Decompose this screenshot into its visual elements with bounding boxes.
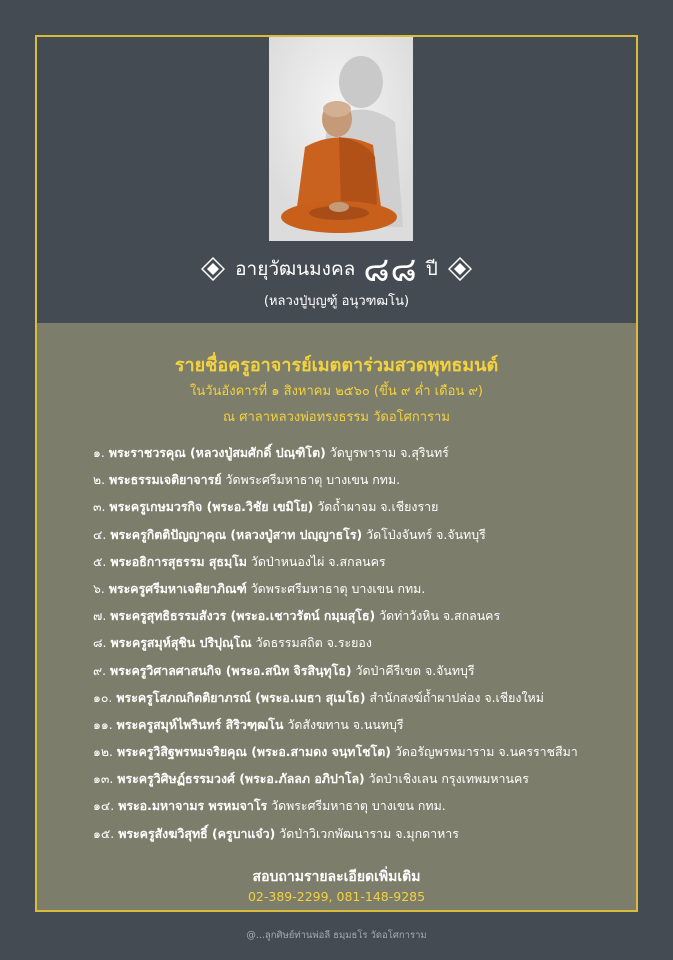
item-number: ๒. xyxy=(93,472,106,488)
diamond-ornament-icon xyxy=(448,257,472,281)
item-name: พระครูวิสิฐพรหมจริยคุณ (พระอ.สามดง จนฺทโชโต) xyxy=(116,744,391,760)
item-number: ๖. xyxy=(93,580,105,596)
item-number: ๑. xyxy=(93,445,105,460)
list-item xyxy=(93,521,633,548)
item-name: พระครูโสภณกิตติยาภรณ์ (พระอ.เมธา สุเมโธ) xyxy=(116,689,366,705)
monk-portrait-illustration xyxy=(269,37,413,241)
header-section xyxy=(37,37,636,323)
list-item xyxy=(93,684,633,711)
item-name: พระครูสมุห์สุชิน ปริปุณฺโณ xyxy=(110,635,252,651)
item-place: วัดธรรมสถิต จ.ระยอง xyxy=(255,635,372,651)
item-name: พระครูกิตติปัญญาคุณ (หลวงปู่สาท ปญฺญาธโร) xyxy=(110,526,363,542)
item-number: ๕. xyxy=(93,553,107,569)
item-number: ๙. xyxy=(93,662,107,678)
item-number: ๑๒. xyxy=(93,744,113,760)
list-item xyxy=(93,466,633,493)
item-number: ๑๐. xyxy=(93,689,113,705)
item-number: ๘. xyxy=(93,635,107,651)
list-item xyxy=(93,629,633,656)
list-title: รายชื่อครูอาจารย์เมตตาร่วมสวดพุทธมนต์ xyxy=(174,355,499,376)
item-name: พระครูสมุห์ไพรินทร์ สิริวฑฺฒโน xyxy=(116,716,284,732)
monk-list xyxy=(93,439,633,847)
monk-name-caption: (หลวงปู่บุญฑู้ อนุวฑฒโน) xyxy=(263,294,410,309)
list-item xyxy=(93,602,633,629)
list-item xyxy=(93,820,633,847)
item-place: วัดป่าคีรีเขต จ.จันทบุรี xyxy=(355,662,475,678)
item-place: วัดสังฆทาน จ.นนทบุรี xyxy=(287,716,404,732)
item-place: วัดพระศรีมหาธาตุ บางเขน กทม. xyxy=(250,580,426,596)
diamond-ornament-icon xyxy=(201,257,225,281)
item-number: ๗. xyxy=(93,608,107,624)
list-item xyxy=(93,575,633,602)
list-item xyxy=(93,657,633,684)
item-number: ๔. xyxy=(93,526,107,542)
list-section xyxy=(37,323,636,912)
item-name: พระครูสังฆวิสุทธิ์ (ครูบาแจ๋ว) xyxy=(118,825,276,841)
headline xyxy=(37,249,636,289)
monk-portrait-photo xyxy=(269,37,413,241)
item-number: ๓. xyxy=(93,499,106,515)
event-date: ในวันอังคารที่ ๑ สิงหาคม ๒๕๖๐ (ขึ้น ๙ ค่ำ เดือน ๙) xyxy=(190,384,483,399)
item-name: พระราชวรคุณ (หลวงปู่สมศักดิ์ ปณฺฑิโต) xyxy=(108,445,326,460)
list-item xyxy=(93,738,633,765)
item-number: ๑๕. xyxy=(93,825,115,841)
item-place: วัดท่าวังหิน จ.สกลนคร xyxy=(379,608,501,624)
event-place: ณ ศาลาหลวงพ่อทรงธรรม วัดอโศการาม xyxy=(223,410,450,425)
list-item xyxy=(93,493,633,520)
credit-caption: @...ลูกศิษย์ท่านพ่อลี ธมฺมธโร วัดอโศการาม xyxy=(246,930,427,941)
item-name: พระอ.มหาจามร พรหมจาโร xyxy=(118,798,268,814)
item-number: ๑๓. xyxy=(93,771,114,787)
item-place: วัดอรัญพรหมาราม จ.นครราชสีมา xyxy=(394,744,578,760)
item-name: พระครูศรีมหาเจติยาภิณฑ์ xyxy=(108,580,247,596)
item-name: พระครูเกษมวรกิจ (พระอ.วิชัย เขมิโย) xyxy=(109,499,314,515)
list-item xyxy=(93,548,633,575)
item-place: วัดป่าวิเวกพัฒนาราม จ.มุกดาหาร xyxy=(279,825,459,841)
item-place: วัดป่าเชิงเลน กรุงเทพมหานคร xyxy=(368,771,529,787)
headline-number: ๘๘ xyxy=(363,250,418,290)
item-place: วัดพระศรีมหาธาตุ บางเขน กทม. xyxy=(225,472,401,488)
item-place: วัดโป่งจันทร์ จ.จันทบุรี xyxy=(366,526,486,542)
list-item xyxy=(93,439,633,466)
list-item xyxy=(93,765,633,792)
item-number: ๑๔. xyxy=(93,798,115,814)
item-name: พระครูสุทธิธรรมสังวร (พระอ.เชาวรัตน์ กมฺมสุโธ) xyxy=(110,608,376,624)
headline-text: อายุวัฒนมงคล xyxy=(235,258,356,280)
contact-label: สอบถามรายละเอียดเพิ่มเติม xyxy=(252,869,421,885)
poster-frame xyxy=(35,35,638,912)
item-name: พระครูวิศิษฏ์ธรรมวงศ์ (พระอ.ภัลลภ อภิปาโล) xyxy=(117,771,365,787)
headline-suffix: ปี xyxy=(425,258,438,280)
item-name: พระครูวิศาลศาสนกิจ (พระอ.สนิท จิรสินฺทุโธ) xyxy=(110,662,352,678)
item-name: พระอธิการสุธรรม สุธมฺโม xyxy=(110,553,247,569)
item-place: วัดป่าหนองไผ่ จ.สกลนคร xyxy=(250,553,386,569)
list-item xyxy=(93,792,633,819)
item-place: สำนักสงฆ์ถ้ำผาปล่อง จ.เชียงใหม่ xyxy=(369,689,544,705)
item-place: วัดพระศรีมหาธาตุ บางเขน กทม. xyxy=(271,798,446,814)
item-number: ๑๑. xyxy=(93,716,113,732)
item-place: วัดถ้ำผาจม จ.เชียงราย xyxy=(317,499,439,515)
item-place: วัดบูรพาราม จ.สุรินทร์ xyxy=(329,445,449,460)
list-item xyxy=(93,711,633,738)
item-name: พระธรรมเจติยาจารย์ xyxy=(109,472,222,488)
contact-phones: 02-389-2299, 081-148-9285 xyxy=(247,889,426,904)
